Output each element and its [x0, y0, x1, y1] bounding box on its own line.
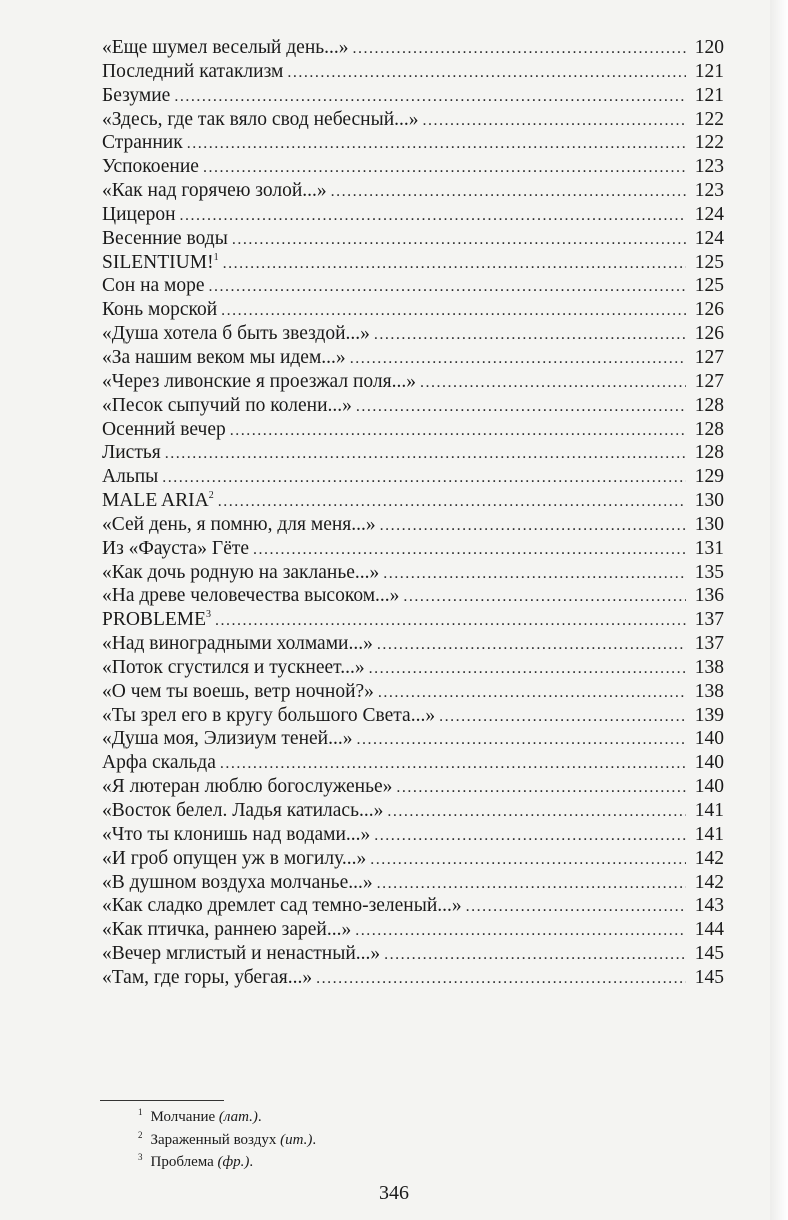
dot-leader: [187, 132, 686, 156]
toc-entry: [102, 489, 724, 513]
toc-entry-title: Арфа скальда: [102, 752, 216, 774]
toc-entry: [102, 680, 724, 704]
footnote-marker: 3: [206, 609, 212, 621]
toc-entry-title: «Душа моя, Элизиум теней...»: [102, 728, 353, 750]
dot-leader: [232, 228, 686, 252]
toc-entry: [102, 942, 724, 966]
toc-entry-page: 123: [694, 156, 724, 178]
page-number: 346: [379, 1182, 409, 1204]
footnote-period: .: [312, 1131, 317, 1148]
toc-entry-title: «Душа хотела б быть звездой...»: [102, 323, 370, 345]
dot-leader: [403, 585, 686, 609]
footnote: [138, 1151, 316, 1174]
table-of-contents: [102, 36, 724, 990]
toc-entry: [102, 108, 724, 132]
dot-leader: [369, 657, 686, 681]
toc-entry: [102, 179, 724, 203]
toc-entry: [102, 751, 724, 775]
toc-entry-page: 128: [694, 418, 724, 440]
dot-leader: [374, 824, 686, 848]
toc-entry-page: 138: [694, 680, 724, 702]
dot-leader: [162, 466, 686, 490]
footnote-rule: [100, 1100, 224, 1101]
toc-entry: [102, 871, 724, 895]
toc-entry: [102, 918, 724, 942]
dot-leader: [209, 275, 686, 299]
toc-entry-page: 126: [694, 299, 724, 321]
dot-leader: [380, 514, 686, 538]
footnote-language: (лат.): [218, 1109, 258, 1125]
toc-entry: [102, 656, 724, 680]
dot-leader: [174, 85, 686, 109]
toc-entry-page: 140: [694, 752, 724, 774]
toc-entry: [102, 322, 724, 346]
dot-leader: [223, 252, 686, 276]
toc-entry: [102, 346, 724, 370]
footnote: [138, 1129, 316, 1152]
toc-entry: [102, 775, 724, 799]
dot-leader: [357, 728, 687, 752]
dot-leader: [378, 681, 686, 705]
toc-entry: [102, 36, 724, 60]
footnote: [138, 1106, 316, 1129]
page-edge-shadow: [770, 0, 788, 1220]
toc-entry-title: «Что ты клонишь над водами...»: [102, 823, 371, 845]
toc-entry-title: Из «Фауста» Гёте: [102, 537, 250, 559]
dot-leader: [377, 633, 686, 657]
toc-entry: [102, 704, 724, 728]
toc-entry-title: Альпы: [102, 466, 159, 488]
dot-leader: [221, 299, 686, 323]
toc-entry: [102, 84, 724, 108]
toc-entry-page: 145: [694, 943, 724, 965]
toc-entry-page: 139: [694, 704, 724, 726]
dot-leader: [466, 895, 686, 919]
toc-entry: [102, 155, 724, 179]
dot-leader: [220, 752, 686, 776]
toc-entry: [102, 203, 724, 227]
toc-entry: [102, 608, 724, 632]
toc-entry-title: Безумие: [102, 84, 171, 106]
toc-entry-title: «Над виноградными холмами...»: [102, 633, 373, 655]
toc-entry-page: 123: [694, 180, 724, 202]
toc-entry: [102, 441, 724, 465]
toc-entry-page: 136: [694, 585, 724, 607]
toc-entry-page: 128: [694, 442, 724, 464]
toc-entry: [102, 727, 724, 751]
dot-leader: [423, 109, 686, 133]
footnote-mark: 1: [138, 1107, 143, 1117]
dot-leader: [287, 61, 686, 85]
toc-entry: [102, 227, 724, 251]
toc-entry-title: «О чем ты воешь, ветр ночной?»: [102, 680, 374, 702]
toc-entry-title: SILENTIUM!$^1$: [102, 251, 219, 273]
toc-entry-page: 131: [694, 537, 724, 559]
toc-entry-page: 141: [694, 800, 724, 821]
toc-entry-page: 135: [694, 561, 724, 583]
toc-entry-page: 140: [694, 776, 724, 798]
toc-entry: [102, 251, 724, 275]
dot-leader: [316, 967, 686, 991]
toc-entry: [102, 131, 724, 155]
toc-entry-page: 137: [694, 633, 724, 655]
toc-entry-title: «Как сладко дремлет сад темно-зеленый...»: [102, 895, 462, 917]
toc-entry: [102, 274, 724, 298]
dot-leader: [203, 156, 686, 180]
dot-leader: [180, 204, 686, 228]
toc-entry-title: «Здесь, где так вяло свод небесный...»: [102, 108, 419, 130]
toc-entry-title: Листья: [102, 442, 161, 464]
dot-leader: [377, 872, 686, 896]
toc-entry: [102, 465, 724, 489]
toc-entry: [102, 298, 724, 322]
dot-leader: [353, 37, 686, 61]
toc-entry-title: «На древе человечества высоком...»: [102, 585, 400, 607]
toc-entry: [102, 823, 724, 847]
toc-entry-page: 142: [694, 847, 724, 869]
toc-entry-title: «Вечер мглистый и ненастный...»: [102, 943, 381, 965]
toc-entry-title: «Через ливонские я проезжал поля...»: [102, 370, 416, 392]
toc-entry-title: «Восток белел. Ладья катилась...»: [102, 800, 384, 821]
dot-leader: [374, 323, 686, 347]
toc-entry: [102, 394, 724, 418]
toc-entry-title: «Еще шумел веселый день...»: [102, 37, 349, 58]
footnote-text: Зараженный воздух: [150, 1131, 281, 1148]
toc-entry-title: «Я лютеран люблю богослуженье»: [102, 776, 393, 798]
toc-entry-title: MALE ARIA$^2$: [102, 490, 214, 512]
toc-entry-page: 121: [694, 84, 724, 106]
toc-entry: [102, 632, 724, 656]
toc-entry-title: «В душном воздуха молчанье...»: [102, 871, 373, 893]
toc-entry: [102, 418, 724, 442]
toc-entry-page: 120: [694, 37, 724, 58]
toc-entry-title: Сон на море: [102, 275, 205, 297]
toc-entry: [102, 537, 724, 561]
footnote-language: (фр.): [217, 1154, 250, 1170]
toc-entry-page: 125: [694, 251, 724, 273]
toc-entry: [102, 966, 724, 990]
toc-entry-title: «Как птичка, раннею зарей...»: [102, 919, 352, 941]
toc-entry: [102, 60, 724, 84]
footnote-language: (ит.): [280, 1131, 313, 1148]
toc-entry-page: 130: [694, 513, 724, 535]
dot-leader: [384, 943, 686, 967]
toc-entry-page: 124: [694, 203, 724, 225]
toc-entry-page: 126: [694, 323, 724, 345]
toc-entry-title: Успокоение: [102, 156, 199, 178]
toc-entry-title: «Сей день, я помню, для меня...»: [102, 513, 376, 535]
toc-entry-page: 129: [694, 466, 724, 488]
toc-entry-page: 141: [694, 823, 724, 845]
toc-entry-title: «За нашим веком мы идем...»: [102, 346, 346, 368]
dot-leader: [383, 562, 686, 586]
toc-entry-title: Странник: [102, 132, 183, 154]
dot-leader: [396, 776, 686, 800]
dot-leader: [253, 538, 686, 562]
dot-leader: [230, 419, 686, 443]
toc-entry-page: 127: [694, 370, 724, 392]
dot-leader: [350, 347, 686, 371]
toc-entry-page: 124: [694, 227, 724, 249]
dot-leader: [215, 609, 686, 633]
dot-leader: [165, 442, 686, 466]
toc-entry-page: 140: [694, 728, 724, 750]
toc-entry-title: «Ты зрел его в кругу большого Света...»: [102, 704, 436, 726]
dot-leader: [370, 848, 686, 872]
toc-entry-page: 122: [694, 108, 724, 130]
dot-leader: [439, 705, 686, 729]
dot-leader: [420, 371, 686, 395]
toc-entry-page: 125: [694, 275, 724, 297]
toc-entry: [102, 894, 724, 918]
footnotes: [138, 1106, 316, 1174]
toc-entry-page: 137: [694, 609, 724, 631]
toc-entry: [102, 799, 724, 823]
toc-entry-page: 127: [694, 346, 724, 368]
dot-leader: [331, 180, 686, 204]
toc-entry-page: 145: [694, 966, 724, 988]
footnote-period: .: [257, 1109, 262, 1125]
toc-entry: [102, 370, 724, 394]
toc-entry-title: «Поток сгустился и тускнеет...»: [102, 656, 365, 678]
toc-entry-page: 138: [694, 656, 724, 678]
toc-entry-title: PROBLEME$^3$: [102, 609, 212, 631]
toc-entry-title: Цицерон: [102, 203, 176, 225]
toc-entry-title: «И гроб опущен уж в могилу...»: [102, 847, 367, 869]
toc-entry-title: Конь морской: [102, 299, 218, 321]
dot-leader: [356, 395, 686, 419]
toc-entry-page: 130: [694, 490, 724, 512]
footnote-marker: 1: [213, 251, 219, 263]
toc-entry-page: 143: [694, 895, 724, 917]
footnote-mark: 3: [138, 1152, 143, 1162]
toc-entry-page: 128: [694, 394, 724, 416]
toc-entry-page: 121: [694, 60, 724, 82]
toc-entry: [102, 847, 724, 871]
dot-leader: [218, 490, 686, 514]
dot-leader: [355, 919, 686, 943]
toc-entry-page: 122: [694, 132, 724, 154]
footnote-marker: 2: [208, 490, 214, 502]
footnote-mark: 2: [138, 1129, 143, 1140]
footnote-period: .: [249, 1154, 254, 1170]
toc-entry-title: Весенние воды: [102, 227, 228, 249]
toc-entry-title: Осенний вечер: [102, 418, 226, 440]
toc-entry: [102, 561, 724, 585]
toc-entry: [102, 513, 724, 537]
toc-entry-title: Последний катаклизм: [102, 60, 284, 82]
toc-entry-title: «Как над горячею золой...»: [102, 180, 327, 202]
footnote-text: Молчание: [150, 1109, 219, 1125]
toc-entry-title: «Как дочь родную на закланье...»: [102, 561, 380, 583]
toc-entry-title: «Там, где горы, убегая...»: [102, 966, 313, 988]
toc-entry-page: 144: [694, 919, 724, 941]
toc-entry: [102, 584, 724, 608]
footnote-text: Проблема: [150, 1154, 218, 1170]
toc-entry-page: 142: [694, 871, 724, 893]
dot-leader: [387, 800, 686, 824]
toc-entry-title: «Песок сыпучий по колени...»: [102, 394, 352, 416]
